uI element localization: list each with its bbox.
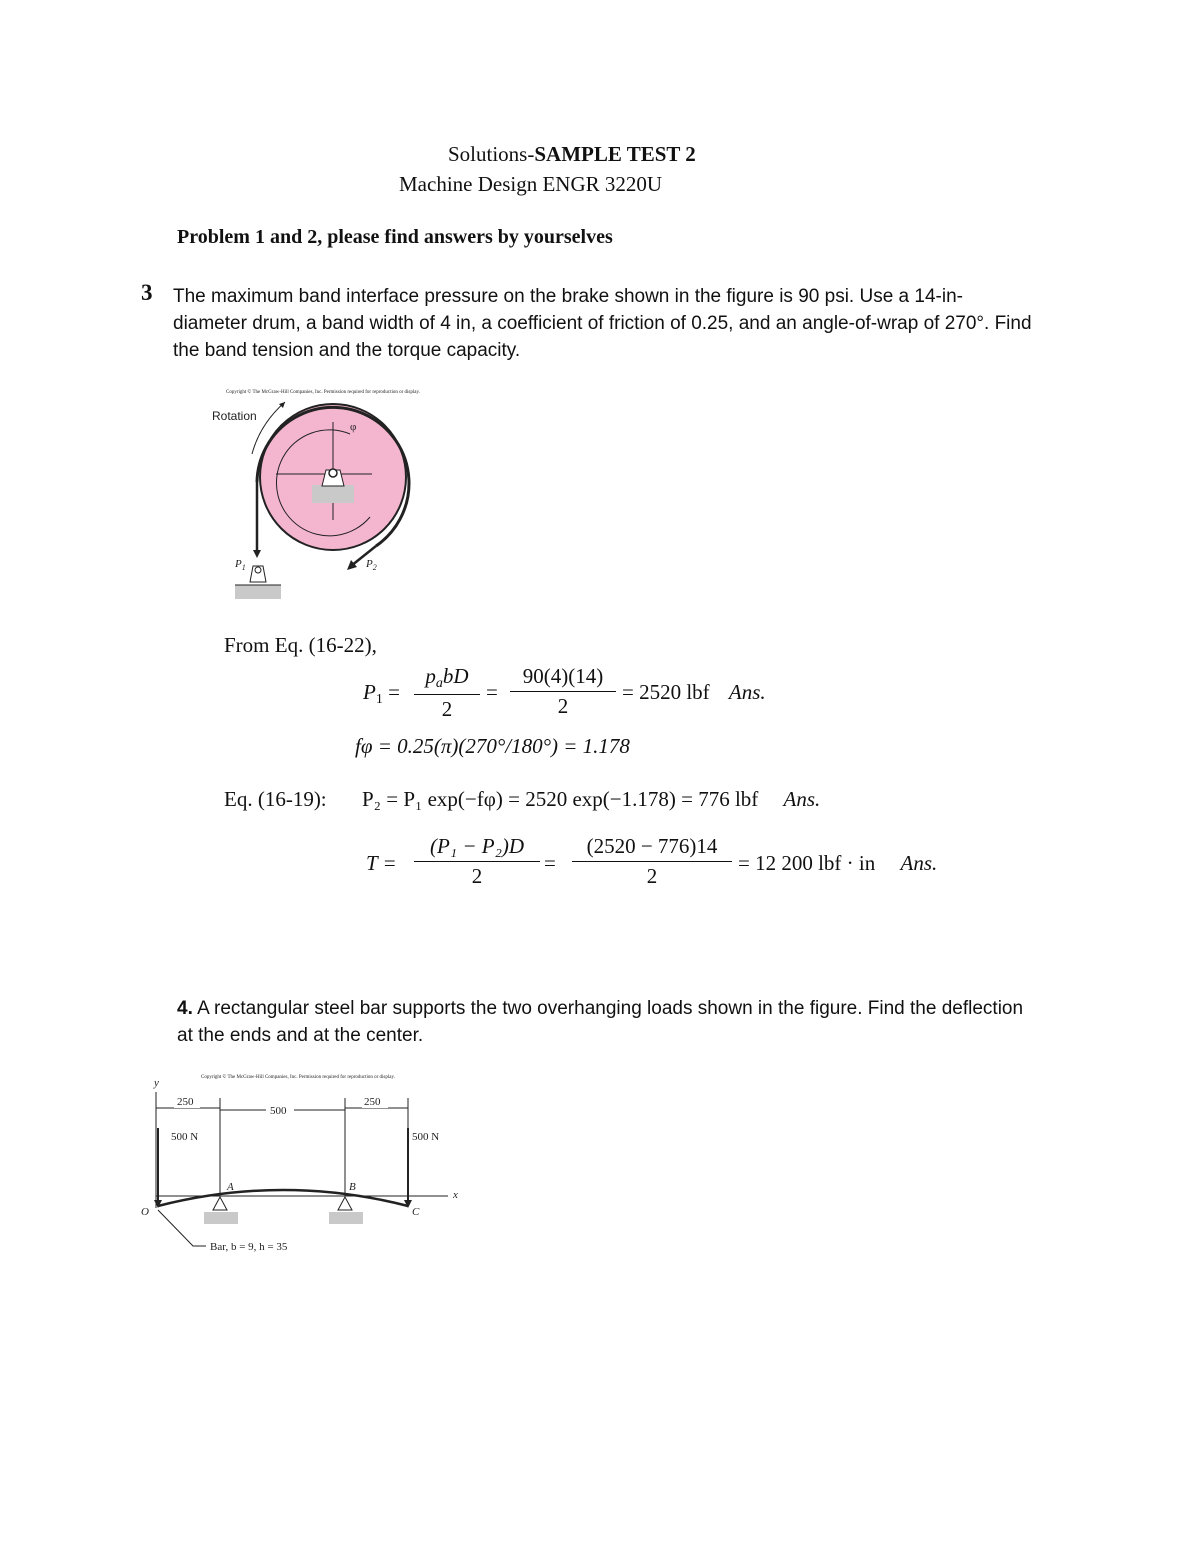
title-prefix: Solutions- <box>448 142 535 166</box>
torque-ans-label: Ans. <box>900 851 938 875</box>
bd-symbol: bD <box>442 664 469 688</box>
p1-anchor-pin <box>255 567 261 573</box>
p1-frac1-denominator: 2 <box>441 697 453 721</box>
torque-frac2-numerator: (2520 − 776)14 <box>586 834 718 858</box>
problem-3-number: 3 <box>141 280 153 305</box>
pa-subscript: a <box>435 676 443 691</box>
drum-pin <box>329 469 337 477</box>
support-b-base <box>329 1212 363 1224</box>
torque-fraction-symbolic <box>414 834 540 889</box>
point-b-label: B <box>349 1181 356 1193</box>
phi-label: φ <box>350 421 357 433</box>
torque-lhs: T = <box>366 851 397 875</box>
p1-equation-lhs: $P_1$ = <box>363 680 400 707</box>
p2-equation-text: P₂ = P₁ exp(−fφ) = 2520 exp(−1.178) = 776 lbf <box>362 787 759 811</box>
p2-ans-label: Ans. <box>783 787 821 811</box>
torque-frac1-numerator: (P₁ − P₂)D <box>429 834 525 858</box>
beam-figure-copyright: Copyright © The McGraw-Hill Companies, Inc. Permission required for reproduction or display. <box>201 1075 395 1080</box>
load-right-arrowhead <box>404 1200 412 1208</box>
torque-result <box>738 851 937 876</box>
brake-figure-copyright: Copyright © The McGraw-Hill Companies, Inc. Permission required for reproduction or display. <box>226 390 420 395</box>
support-b <box>338 1197 352 1210</box>
support-a-base <box>204 1212 238 1224</box>
problem-4-text <box>177 995 1037 1049</box>
from-eq-label: From Eq. (16-22), <box>224 633 377 657</box>
p1-fraction-numeric <box>510 664 616 719</box>
torque-fraction-numeric <box>572 834 732 889</box>
load-left-label: 500 N <box>171 1131 199 1143</box>
x-axis-label: x <box>453 1189 458 1201</box>
p2-label: $P_2$ <box>366 558 377 572</box>
title-bold: SAMPLE TEST 2 <box>534 142 696 166</box>
p1-frac1-numerator <box>414 664 480 692</box>
document-title <box>448 142 696 167</box>
torque-frac2-bar <box>572 861 732 862</box>
problem-4-number: 4. <box>177 998 193 1019</box>
band-brake-figure <box>200 382 425 604</box>
p2-equation <box>362 787 820 812</box>
course-title: Machine Design ENGR 3220U <box>399 172 663 196</box>
problem-3-text: The maximum band interface pressure on the brake shown in the figure is 90 psi. Use a 14-in-diameter drum, a band width of 4 in, a coefficient of friction of 0.25, and an angle-of-wrap of 270°. Find the band tension and the torque capacity. <box>173 286 1032 361</box>
p1-equals: = <box>486 680 498 704</box>
point-c-label: C <box>412 1206 420 1218</box>
p1-result-value: = 2520 lbf <box>622 680 710 704</box>
dim-mid-label: 500 <box>270 1105 287 1117</box>
load-left-arrowhead <box>154 1200 162 1208</box>
p1-anchor-base <box>235 585 281 599</box>
load-right-label: 500 N <box>412 1131 440 1143</box>
torque-frac1-bar <box>414 861 540 862</box>
p1-subscript: 1 <box>375 692 383 707</box>
torque-frac1-denominator: 2 <box>471 864 483 888</box>
p1-ans-label: Ans. <box>728 680 766 704</box>
p1-symbol: P <box>363 680 376 704</box>
p1-frac2-denominator: 2 <box>557 694 569 718</box>
point-a-label: A <box>227 1181 234 1193</box>
p1-frac1-bar <box>414 694 480 695</box>
point-o-label: O <box>141 1206 149 1218</box>
problem-4-body: A rectangular steel bar supports the two overhanging loads shown in the figure. Find the deflection at the ends and at the center. <box>177 998 1024 1046</box>
p1-fraction-symbolic <box>414 664 480 722</box>
pa-symbol: p <box>425 664 436 688</box>
overhanging-beam-figure <box>138 1068 463 1258</box>
bar-leader-line <box>158 1210 206 1246</box>
p1-result <box>622 680 766 705</box>
p1-label: $P_1$ <box>235 558 246 572</box>
torque-result-value: = 12 200 lbf · in <box>738 851 876 875</box>
eq-16-19-label: Eq. (16-19): <box>224 787 327 811</box>
rotation-label: Rotation <box>212 409 257 423</box>
p1-arrowhead <box>253 550 261 558</box>
drum-base <box>312 485 354 503</box>
torque-frac2-denominator: 2 <box>646 864 658 888</box>
y-axis-label: y <box>154 1077 159 1089</box>
torque-equals: = <box>544 851 556 875</box>
f-phi-equation: fφ = 0.25(π)(270°/180°) = 1.178 <box>355 734 630 758</box>
deflected-beam <box>158 1190 408 1206</box>
dim-right-label: 250 <box>364 1096 381 1108</box>
support-a <box>213 1197 227 1210</box>
p1-frac2-bar <box>510 691 616 692</box>
p1-frac2-numerator: 90(4)(14) <box>522 664 604 688</box>
bar-dimension-label: Bar, b = 9, h = 35 <box>210 1241 288 1253</box>
dim-left-label: 250 <box>177 1096 194 1108</box>
problem-1-2-note: Problem 1 and 2, please find answers by yourselves <box>177 226 613 248</box>
